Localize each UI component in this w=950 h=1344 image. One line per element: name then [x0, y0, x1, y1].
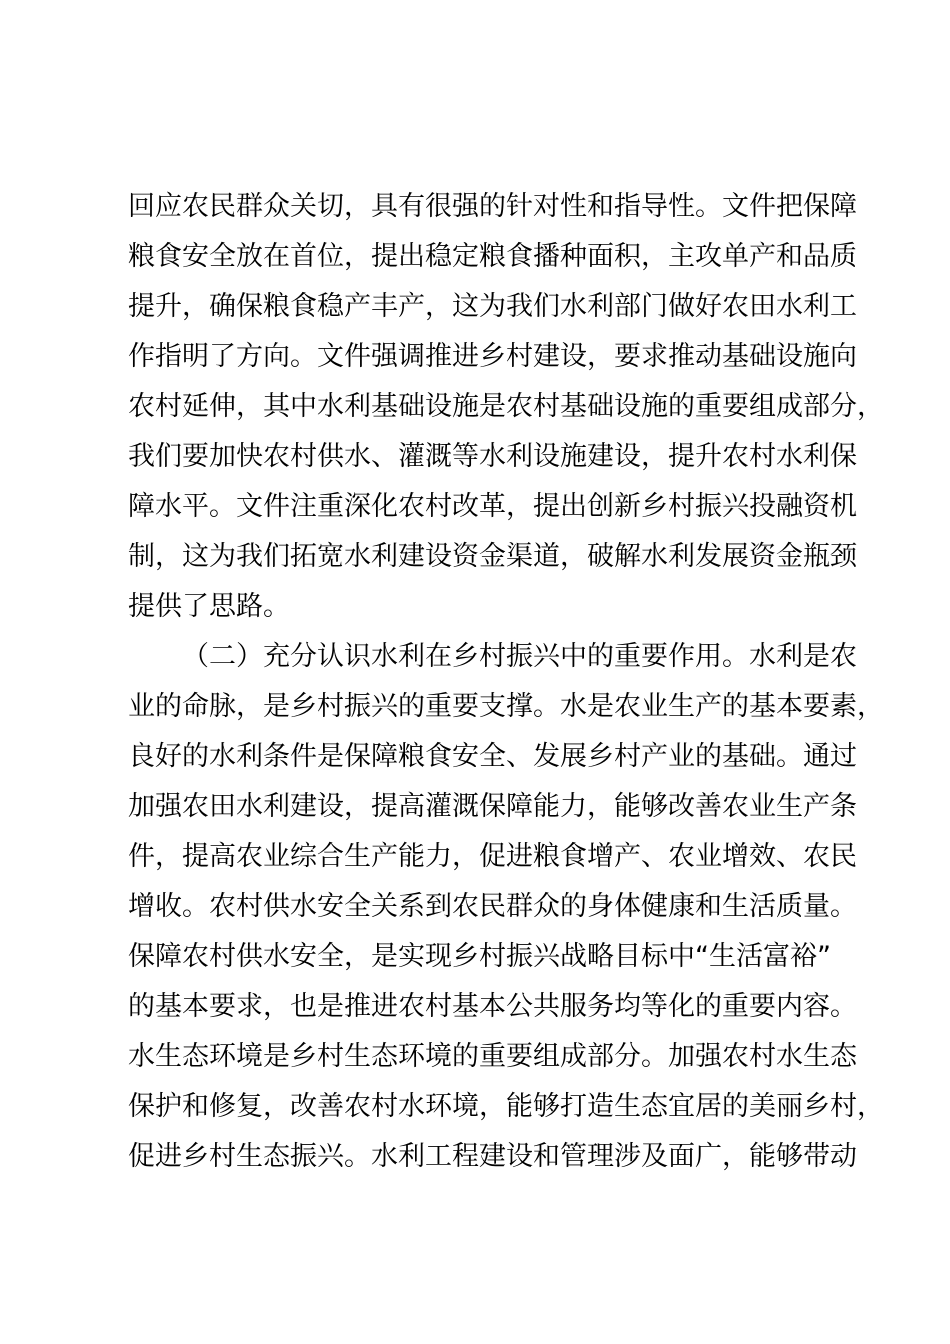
- text-line: 农村延伸，其中水利基础设施是农村基础设施的重要组成部分，: [128, 391, 884, 422]
- paragraph-2: [128, 632, 884, 1182]
- text-line: 提供了思路。: [128, 591, 290, 622]
- text-line: 障水平。文件注重深化农村改革，提出创新乡村振兴投融资机: [128, 491, 857, 522]
- paragraph-1: [128, 182, 884, 632]
- text-line: 作指明了方向。文件强调推进乡村建设，要求推动基础设施向: [128, 341, 857, 372]
- document-body: [128, 182, 884, 1182]
- text-line: 制，这为我们拓宽水利建设资金渠道，破解水利发展资金瓶颈: [128, 541, 857, 572]
- text-line-indented: （二）充分认识水利在乡村振兴中的重要作用。水利是农: [182, 641, 857, 672]
- text-line: 粮食安全放在首位，提出稳定粮食播种面积，主攻单产和品质: [128, 241, 857, 272]
- text-line: 保障农村供水安全，是实现乡村振兴战略目标中“生活富裕”: [128, 941, 831, 972]
- text-line: 回应农民群众关切，具有很强的针对性和指导性。文件把保障: [128, 191, 857, 222]
- text-line: 我们要加快农村供水、灌溉等水利设施建设，提升农村水利保: [128, 441, 857, 472]
- text-line: 保护和修复，改善农村水环境，能够打造生态宜居的美丽乡村，: [128, 1091, 884, 1122]
- text-line: 促进乡村生态振兴。水利工程建设和管理涉及面广，能够带动: [128, 1141, 857, 1172]
- text-line: 的基本要求，也是推进农村基本公共服务均等化的重要内容。: [128, 991, 857, 1022]
- text-line: 加强农田水利建设，提高灌溉保障能力，能够改善农业生产条: [128, 791, 857, 822]
- text-line: 良好的水利条件是保障粮食安全、发展乡村产业的基础。通过: [128, 741, 857, 772]
- text-line: 水生态环境是乡村生态环境的重要组成部分。加强农村水生态: [128, 1041, 857, 1072]
- text-line: 提升，确保粮食稳产丰产，这为我们水利部门做好农田水利工: [128, 291, 857, 322]
- text-line: 业的命脉，是乡村振兴的重要支撑。水是农业生产的基本要素，: [128, 691, 884, 722]
- text-line: 件，提高农业综合生产能力，促进粮食增产、农业增效、农民: [128, 841, 857, 872]
- text-line: 增收。农村供水安全关系到农民群众的身体健康和生活质量。: [128, 891, 857, 922]
